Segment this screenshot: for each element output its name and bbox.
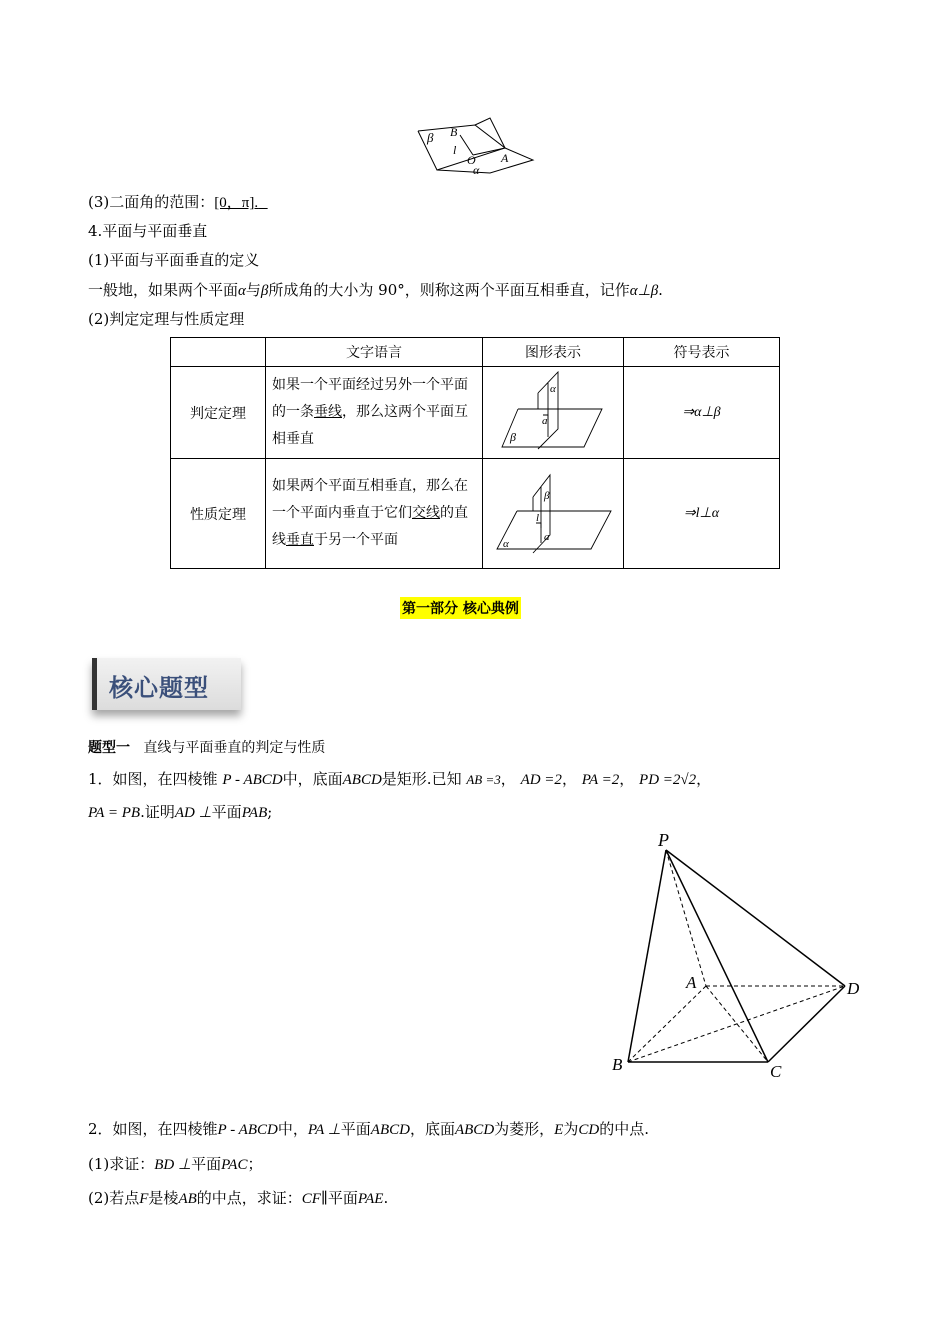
property-text: 如果两个平面互相垂直，那么在一个平面内垂直于它们交线的直线垂直于另一个平面	[266, 459, 483, 569]
section-4-1-title: (1)平面与平面垂直的定义	[88, 251, 260, 269]
vertex-p: P	[658, 830, 669, 850]
type1-title: 直线与平面垂直的判定与性质	[143, 740, 326, 756]
header-empty	[171, 338, 266, 367]
property-figure-cell	[483, 459, 624, 569]
fig-label-alpha: α	[473, 163, 480, 177]
table-header-row	[171, 338, 780, 367]
property-symbol: ⇒l⊥α	[624, 459, 780, 569]
section-4-title: 4.平面与平面垂直	[88, 222, 208, 240]
range-prefix: (3)二面角的范围：	[88, 193, 215, 211]
table-row-property	[171, 459, 780, 569]
header-figure: 图形表示	[483, 338, 624, 367]
fig-label-a: A	[501, 151, 509, 165]
svg-text:α: α	[550, 382, 556, 395]
question-2-part-2: (2)若点F是棱AB的中点，求证：CF∥平面PAE.	[88, 1189, 389, 1207]
svg-text:β: β	[544, 489, 550, 502]
svg-text:a: a	[544, 530, 550, 543]
definition-line: 一般地，如果两个平面α与β所成角的大小为 90°，则称这两个平面互相垂直，记作α⊥β.	[88, 281, 663, 299]
fig-label-b: B	[450, 125, 458, 139]
type1-label: 题型一	[88, 740, 130, 756]
question-1-line-1: 1．如图，在四棱锥 P - ABCD中，底面ABCD是矩形.已知 AB =3， AD =2， PA =2， PD =2√2，	[88, 770, 712, 788]
question-1-line-2: PA = PB.证明AD ⊥平面PAB;	[88, 803, 273, 821]
question-2-line-1: 2．如图，在四棱锥P - ABCD中，PA ⊥平面ABCD，底面ABCD为菱形，E为CD的中点.	[88, 1120, 649, 1138]
svg-text:a: a	[542, 414, 548, 427]
vertex-c: C	[770, 1062, 782, 1081]
section-4-2-title: (2)判定定理与性质定理	[88, 310, 245, 328]
vertex-b: B	[612, 1055, 623, 1074]
question-2-part-1: (1)求证：BD ⊥平面PAC；	[88, 1155, 263, 1173]
row-name-property: 性质定理	[171, 459, 266, 569]
property-figure	[493, 467, 613, 557]
header-symbol: 符号表示	[624, 338, 780, 367]
theorem-table	[170, 337, 780, 569]
range-line	[88, 192, 268, 213]
criterion-figure-cell	[483, 367, 624, 459]
criterion-figure	[498, 369, 608, 453]
svg-text:β: β	[510, 429, 516, 444]
criterion-symbol: ⇒α⊥β	[624, 367, 780, 459]
vertex-a: A	[686, 973, 697, 992]
svg-text:l: l	[536, 511, 540, 524]
dihedral-angle-figure	[415, 115, 540, 177]
row-name-criterion: 判定定理	[171, 367, 266, 459]
vertex-d: D	[847, 979, 860, 998]
section-banner: 第一部分 核心典例	[400, 597, 521, 619]
pyramid-figure	[605, 828, 870, 1083]
svg-text:α: α	[503, 537, 509, 550]
type1-heading	[88, 738, 325, 758]
fig-label-beta: β	[427, 130, 434, 145]
criterion-text: 如果一个平面经过另外一个平面的一条垂线，那么这两个平面互相垂直	[266, 367, 483, 459]
table-row-criterion	[171, 367, 780, 459]
header-text-language: 文字语言	[266, 338, 483, 367]
range-value: [0，π].	[214, 195, 259, 211]
fig-label-o: O	[467, 153, 476, 167]
core-topic-tag	[92, 658, 241, 710]
fig-label-l: l	[453, 143, 457, 157]
core-topic-tag-label: 核心题型	[109, 674, 209, 702]
